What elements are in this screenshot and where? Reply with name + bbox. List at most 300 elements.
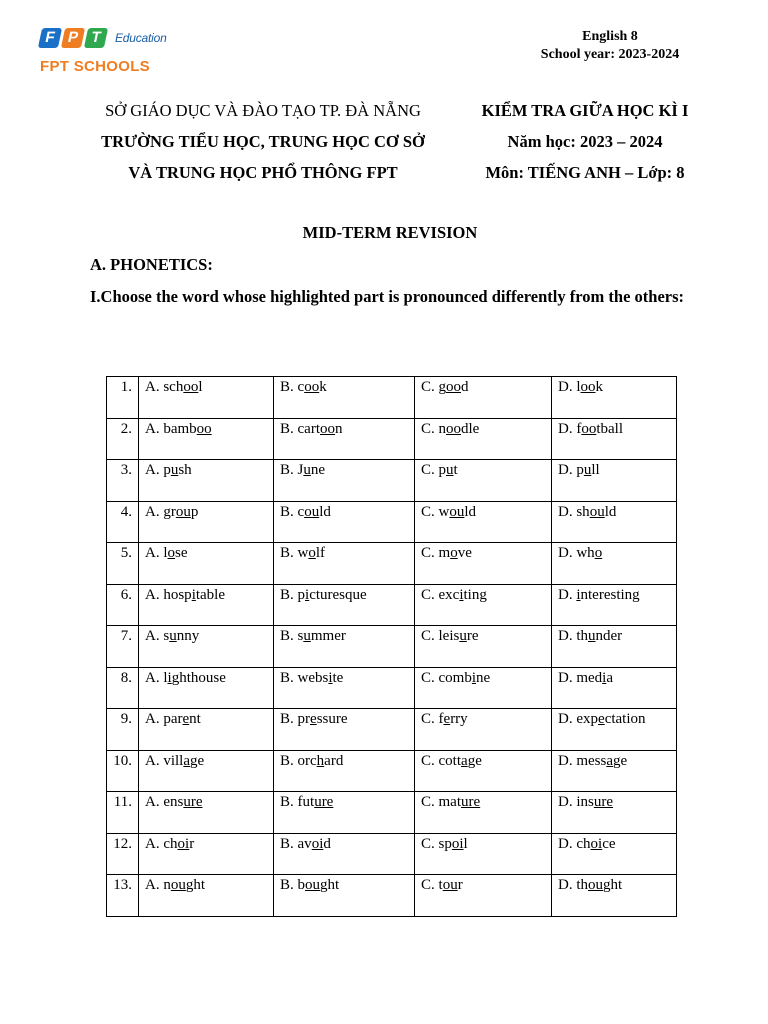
word-part: s <box>297 628 304 644</box>
option-letter: D. <box>558 586 577 603</box>
option-d <box>552 792 677 834</box>
option-a <box>139 709 274 751</box>
highlighted-part: oi <box>311 835 324 852</box>
option-letter: A. <box>145 379 164 395</box>
highlighted-part: oo <box>183 379 199 395</box>
word-part: ghthouse <box>171 669 226 686</box>
word-part: sp <box>438 835 452 852</box>
option-letter: C. <box>421 586 439 603</box>
word-part: a <box>606 669 614 686</box>
option-a <box>139 418 274 460</box>
option-letter: A. <box>145 462 164 478</box>
word-part: k <box>319 379 327 395</box>
option-d <box>552 584 677 626</box>
option-c <box>415 460 552 502</box>
word-part: nteresting <box>580 586 640 603</box>
word-part: ght <box>603 877 623 893</box>
word-part: th <box>576 877 589 893</box>
option-letter: A. <box>145 711 164 727</box>
option-a <box>139 377 274 419</box>
word-part: tball <box>596 420 624 437</box>
highlighted-part: oo <box>320 420 335 437</box>
option-letter: C. <box>421 752 439 769</box>
highlighted-part: oo <box>581 420 597 437</box>
option-letter: B. <box>280 752 298 769</box>
word-part: l <box>576 379 581 395</box>
highlighted-part: a <box>606 752 614 769</box>
option-c <box>415 709 552 751</box>
option-b <box>274 833 415 875</box>
word-part: t <box>438 877 443 893</box>
logo-letter-t: T <box>84 28 108 48</box>
option-b <box>274 460 415 502</box>
highlighted-part: ure <box>593 794 614 810</box>
option-c <box>415 501 552 543</box>
word-part: f <box>438 711 444 727</box>
question-number: 11. <box>107 792 139 834</box>
highlighted-part: oi <box>177 835 190 852</box>
word-part: J <box>297 462 304 478</box>
page-title: MID-TERM REVISION <box>302 223 478 242</box>
highlighted-part: i <box>471 669 477 686</box>
highlighted-part: oi <box>451 835 464 852</box>
question-number: 1. <box>107 377 139 419</box>
highlighted-part: i <box>576 586 581 603</box>
logo-letter-f: F <box>38 28 62 48</box>
school-name-line2: VÀ TRUNG HỌC PHỔ THÔNG FPT <box>128 163 398 182</box>
option-a <box>139 792 274 834</box>
question-number: 12. <box>107 833 139 875</box>
word-part: vill <box>163 752 184 769</box>
option-a <box>139 750 274 792</box>
highlighted-part: ou <box>588 877 604 893</box>
exam-title: KIỂM TRA GIỮA HỌC KÌ I <box>481 101 689 120</box>
option-d <box>552 460 677 502</box>
option-b <box>274 584 415 626</box>
option-letter: C. <box>421 462 439 478</box>
table-row <box>107 833 677 875</box>
option-b <box>274 792 415 834</box>
highlighted-part: o <box>308 545 316 561</box>
word-part: n <box>438 420 447 437</box>
department-line: SỞ GIÁO DỤC VÀ ĐÀO TẠO TP. ĐÀ NẴNG <box>105 101 421 120</box>
highlighted-part: u <box>459 628 467 644</box>
word-part: wh <box>576 545 595 561</box>
highlighted-part: e <box>182 711 190 727</box>
word-part: w <box>297 545 309 561</box>
word-part: sch <box>163 379 184 395</box>
word-part: g <box>438 379 447 395</box>
word-part: comb <box>438 669 472 686</box>
word-part: te <box>332 669 344 686</box>
option-d <box>552 709 677 751</box>
highlighted-part: oo <box>196 420 212 437</box>
highlighted-part: e <box>598 711 605 727</box>
word-part: ne <box>476 669 491 686</box>
exam-header <box>460 95 710 188</box>
word-part: cott <box>438 752 462 769</box>
highlighted-part: o <box>450 545 458 561</box>
option-letter: A. <box>145 835 164 852</box>
option-c <box>415 875 552 917</box>
word-part: p <box>438 462 447 478</box>
option-d <box>552 750 677 792</box>
option-a <box>139 584 274 626</box>
word-part: av <box>297 835 312 852</box>
word-part: ge <box>613 752 628 769</box>
school-year: School year: 2023-2024 <box>540 47 680 62</box>
highlighted-part: ou <box>305 877 321 893</box>
option-letter: A. <box>145 420 164 437</box>
word-part: re <box>466 628 479 644</box>
option-letter: A. <box>145 503 164 520</box>
word-part: mess <box>576 752 607 769</box>
option-letter: C. <box>421 503 439 520</box>
highlighted-part: i <box>305 586 310 603</box>
highlighted-part: o <box>167 545 176 561</box>
exercise-instruction: I.Choose the word whose highlighted part is pronounced differently from the others: <box>90 287 685 306</box>
highlighted-part: oo <box>446 379 462 395</box>
word-part: m <box>438 545 451 561</box>
highlighted-part: i <box>191 586 196 603</box>
highlighted-part: oo <box>446 420 462 437</box>
word-part: ins <box>576 794 594 810</box>
word-part: p <box>297 586 306 603</box>
logo-education-text: Education <box>115 31 167 45</box>
word-part: ght <box>320 877 340 893</box>
word-part: dle <box>461 420 480 437</box>
word-part: ce <box>602 835 616 852</box>
word-part: mat <box>438 794 462 810</box>
option-d <box>552 875 677 917</box>
option-a <box>139 626 274 668</box>
word-part: webs <box>297 669 329 686</box>
option-b <box>274 501 415 543</box>
question-number: 8. <box>107 667 139 709</box>
word-part: mmer <box>310 628 346 644</box>
option-a <box>139 875 274 917</box>
highlighted-part: e <box>443 711 451 727</box>
word-part: ve <box>457 545 472 561</box>
option-letter: C. <box>421 379 439 395</box>
table-row <box>107 709 677 751</box>
word-part: cart <box>297 420 320 437</box>
highlighted-part: i <box>602 669 607 686</box>
option-letter: B. <box>280 586 298 603</box>
exam-year: Năm học: 2023 – 2024 <box>507 132 663 151</box>
option-letter: B. <box>280 420 298 437</box>
option-c <box>415 792 552 834</box>
highlighted-part: e <box>310 711 317 727</box>
option-a <box>139 460 274 502</box>
option-letter: C. <box>421 420 439 437</box>
word-part: w <box>438 503 450 520</box>
word-part: ting <box>463 586 487 603</box>
table-row <box>107 626 677 668</box>
table-row <box>107 460 677 502</box>
word-part: exc <box>438 586 460 603</box>
highlighted-part: ou <box>175 503 191 520</box>
option-d <box>552 377 677 419</box>
option-letter: B. <box>280 877 298 893</box>
option-c <box>415 543 552 585</box>
word-part: nder <box>595 628 623 644</box>
word-part: gr <box>163 503 176 520</box>
word-part: ard <box>324 752 344 769</box>
question-number: 10. <box>107 750 139 792</box>
option-b <box>274 418 415 460</box>
highlighted-part: u <box>303 462 311 478</box>
word-part: f <box>576 420 582 437</box>
word-part: cturesque <box>309 586 367 603</box>
option-letter: B. <box>280 711 298 727</box>
option-letter: D. <box>558 628 577 644</box>
word-part: sh <box>178 462 192 478</box>
school-name-line1: TRƯỜNG TIỂU HỌC, TRUNG HỌC CƠ SỞ <box>101 132 425 151</box>
word-part: lf <box>315 545 326 561</box>
highlighted-part: u <box>446 462 454 478</box>
option-letter: C. <box>421 711 439 727</box>
word-part: d <box>461 379 469 395</box>
question-number: 5. <box>107 543 139 585</box>
word-part: table <box>195 586 226 603</box>
word-part: r <box>189 835 195 852</box>
word-part: leis <box>438 628 460 644</box>
table-row <box>107 501 677 543</box>
word-part: med <box>576 669 603 686</box>
option-letter: D. <box>558 711 577 727</box>
highlighted-part: o <box>594 545 603 561</box>
word-part: se <box>175 545 188 561</box>
word-part: p <box>576 462 584 478</box>
table-row <box>107 667 677 709</box>
word-part: ne <box>310 462 326 478</box>
table-row <box>107 377 677 419</box>
word-part: ssure <box>316 711 348 727</box>
option-letter: C. <box>421 545 439 561</box>
option-c <box>415 833 552 875</box>
word-part: l <box>198 379 203 395</box>
word-part: ch <box>163 835 178 852</box>
table-row <box>107 418 677 460</box>
option-letter: B. <box>280 462 298 478</box>
option-letter: C. <box>421 877 439 893</box>
option-letter: A. <box>145 628 164 644</box>
word-part: ge <box>190 752 205 769</box>
highlighted-part: a <box>461 752 468 769</box>
option-letter: D. <box>558 545 577 561</box>
word-part: p <box>190 503 199 520</box>
highlighted-part: ure <box>461 794 481 810</box>
highlighted-part: oi <box>590 835 603 852</box>
table-row <box>107 584 677 626</box>
word-part: th <box>576 628 589 644</box>
highlighted-part: ou <box>449 503 465 520</box>
course-name: English 8 <box>582 29 638 44</box>
word-part: exp <box>576 711 599 727</box>
word-part: d <box>323 835 331 852</box>
option-a <box>139 667 274 709</box>
word-part: n <box>335 420 343 437</box>
option-letter: D. <box>558 379 577 395</box>
word-part: t <box>453 462 458 478</box>
option-d <box>552 543 677 585</box>
highlighted-part: ou <box>589 503 605 520</box>
highlighted-part: ure <box>183 794 203 810</box>
option-letter: B. <box>280 545 298 561</box>
option-letter: A. <box>145 545 164 561</box>
highlighted-part: ou <box>304 503 320 520</box>
school-header <box>68 95 458 188</box>
option-c <box>415 418 552 460</box>
word-part: s <box>163 628 170 644</box>
option-b <box>274 626 415 668</box>
word-part: c <box>297 503 305 520</box>
word-part: k <box>595 379 604 395</box>
option-letter: A. <box>145 752 164 769</box>
option-letter: C. <box>421 628 439 644</box>
option-letter: A. <box>145 877 164 893</box>
word-part: nny <box>176 628 200 644</box>
highlighted-part: i <box>167 669 172 686</box>
word-part: pr <box>297 711 311 727</box>
option-c <box>415 626 552 668</box>
table-row <box>107 875 677 917</box>
word-part: ens <box>163 794 184 810</box>
highlighted-part: i <box>328 669 333 686</box>
option-b <box>274 875 415 917</box>
course-info <box>520 28 700 64</box>
highlighted-part: oo <box>304 379 320 395</box>
table-row <box>107 750 677 792</box>
option-letter: B. <box>280 669 298 686</box>
option-letter: B. <box>280 835 298 852</box>
highlighted-part: u <box>588 628 596 644</box>
option-letter: D. <box>558 669 577 686</box>
option-letter: A. <box>145 586 164 603</box>
highlighted-part: u <box>583 462 592 478</box>
question-number: 9. <box>107 709 139 751</box>
word-part: orc <box>297 752 317 769</box>
option-c <box>415 584 552 626</box>
section-heading: A. PHONETICS: <box>90 255 213 274</box>
option-b <box>274 543 415 585</box>
option-letter: A. <box>145 794 164 810</box>
word-part: rry <box>450 711 468 727</box>
highlighted-part: i <box>459 586 464 603</box>
word-part: ld <box>464 503 477 520</box>
question-number: 2. <box>107 418 139 460</box>
word-part: nt <box>189 711 201 727</box>
option-c <box>415 750 552 792</box>
option-b <box>274 750 415 792</box>
word-part: ge <box>467 752 482 769</box>
word-part: l <box>163 545 168 561</box>
word-part: ll <box>591 462 600 478</box>
option-letter: C. <box>421 835 439 852</box>
option-c <box>415 667 552 709</box>
word-part: ld <box>604 503 617 520</box>
highlighted-part: ou <box>170 877 186 893</box>
highlighted-part: u <box>303 628 311 644</box>
highlighted-part: a <box>183 752 191 769</box>
option-b <box>274 709 415 751</box>
word-part: ch <box>576 835 591 852</box>
word-part: ctation <box>604 711 646 727</box>
highlighted-part: oo <box>580 379 596 395</box>
option-letter: C. <box>421 794 439 810</box>
question-number: 7. <box>107 626 139 668</box>
highlighted-part: u <box>170 462 179 478</box>
option-b <box>274 377 415 419</box>
highlighted-part: u <box>169 628 177 644</box>
option-d <box>552 626 677 668</box>
option-letter: A. <box>145 669 164 686</box>
highlighted-part: h <box>316 752 325 769</box>
option-a <box>139 543 274 585</box>
option-d <box>552 418 677 460</box>
word-part: n <box>163 877 171 893</box>
logo-letter-p: P <box>61 28 85 48</box>
question-number: 6. <box>107 584 139 626</box>
table-row <box>107 543 677 585</box>
word-part: hosp <box>163 586 192 603</box>
logo-mark <box>40 28 170 48</box>
word-part: ld <box>319 503 331 520</box>
word-part: r <box>457 877 463 893</box>
word-part: sh <box>576 503 590 520</box>
logo-schools-text: FPT SCHOOLS <box>40 58 150 75</box>
option-d <box>552 667 677 709</box>
option-letter: D. <box>558 503 577 520</box>
option-d <box>552 833 677 875</box>
phonetics-table <box>106 376 677 917</box>
question-number: 4. <box>107 501 139 543</box>
word-part: c <box>297 379 305 395</box>
word-part: l <box>163 669 168 686</box>
question-number: 3. <box>107 460 139 502</box>
option-letter: D. <box>558 835 577 852</box>
option-letter: C. <box>421 669 439 686</box>
option-letter: D. <box>558 794 577 810</box>
word-part: fut <box>297 794 315 810</box>
option-d <box>552 501 677 543</box>
word-part: bamb <box>163 420 197 437</box>
highlighted-part: ure <box>314 794 334 810</box>
word-part: p <box>163 462 171 478</box>
question-number: 13. <box>107 875 139 917</box>
option-b <box>274 667 415 709</box>
option-a <box>139 501 274 543</box>
option-letter: D. <box>558 420 577 437</box>
word-part: l <box>463 835 468 852</box>
option-letter: B. <box>280 628 298 644</box>
option-letter: D. <box>558 462 577 478</box>
option-letter: D. <box>558 877 577 893</box>
option-letter: B. <box>280 794 298 810</box>
word-part: b <box>297 877 306 893</box>
highlighted-part: ou <box>442 877 458 893</box>
word-part: par <box>163 711 183 727</box>
option-letter: B. <box>280 503 298 520</box>
word-part: ght <box>185 877 206 893</box>
option-letter: B. <box>280 379 298 395</box>
option-c <box>415 377 552 419</box>
option-a <box>139 833 274 875</box>
option-letter: D. <box>558 752 577 769</box>
exam-subject: Môn: TIẾNG ANH – Lớp: 8 <box>485 163 685 182</box>
fpt-education-logo <box>40 28 170 86</box>
